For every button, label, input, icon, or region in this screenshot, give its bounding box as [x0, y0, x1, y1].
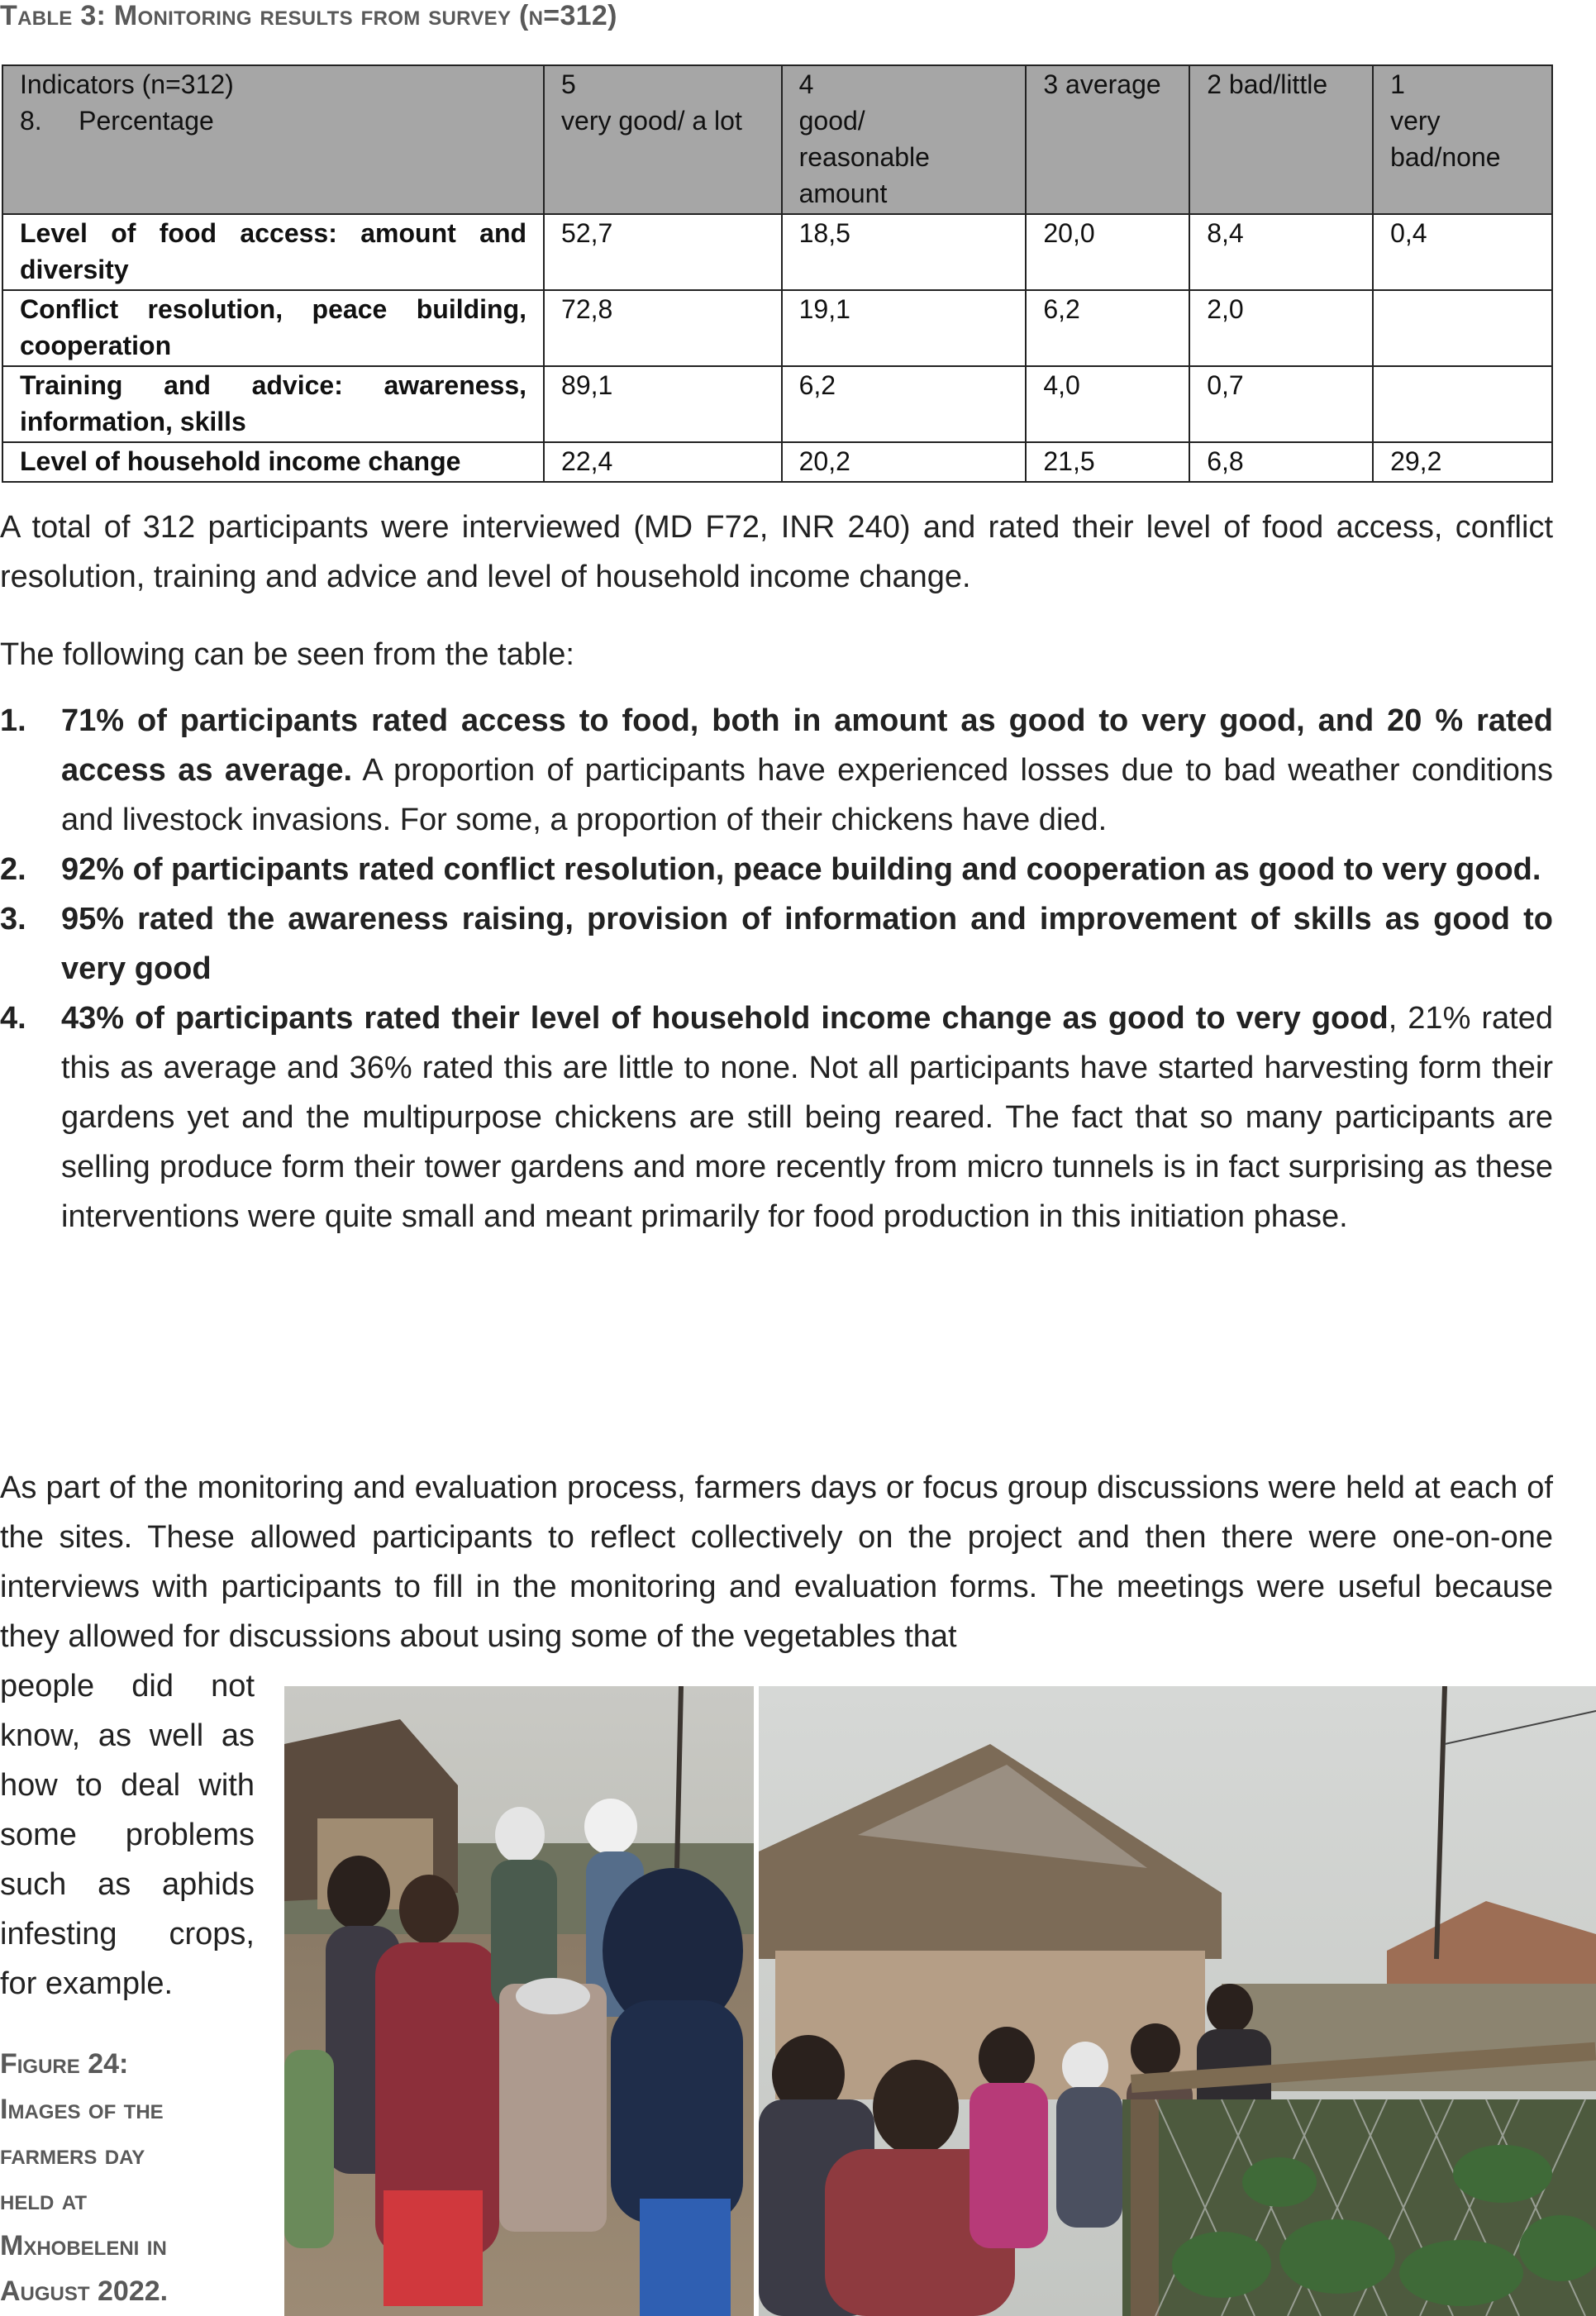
table-row [2, 214, 1552, 290]
row-label: Conflict resolution, peace building, cooperation [2, 290, 544, 366]
table-cell: 18,5 [782, 214, 1027, 290]
header-4: 4 good/ reasonable amount [782, 65, 1027, 214]
table-cell: 19,1 [782, 290, 1027, 366]
photo-left-illustration [284, 1686, 754, 2316]
intro-paragraph: The following can be seen from the table: [0, 637, 574, 672]
table-cell: 52,7 [544, 214, 782, 290]
photo-right-illustration [759, 1686, 1596, 2316]
row-label: Level of household income change [2, 442, 544, 482]
table-cell [1373, 366, 1552, 442]
table-cell [1373, 290, 1552, 366]
header-1: 1 very bad/none [1373, 65, 1552, 214]
figure-caption: Figure 24: Images of the farmers day held at Mxhobeleni in August 2022. [0, 2048, 169, 2307]
table-row [2, 366, 1552, 442]
table-caption: Table 3: Monitoring results from survey (n=312) [0, 0, 617, 31]
list-item: 3. 95% rated the awareness raising, provision of information and improvement of skills as good to very good [0, 902, 1553, 986]
table-cell: 20,2 [782, 442, 1027, 482]
summary-paragraph: A total of 312 participants were interviewed (MD F72, INR 240) and rated their level of food access, conflict resolution, training and advice and level of household income change. [0, 510, 1553, 594]
monitoring-paragraph: As part of the monitoring and evaluation process, farmers days or focus group discussions were held at each of the sites. These allowed participants to reflect collectively on the project and then there were one-on-one interviews with participants to fill in the monitoring and evaluation forms. The meetings were useful because they allowed for discussions about using some of the vegetables that [0, 1470, 1553, 1654]
table-cell: 2,0 [1189, 290, 1373, 366]
table-cell: 29,2 [1373, 442, 1552, 482]
table-header-row [2, 65, 1552, 214]
header-indicators: Indicators (n=312) 8. Percentage [2, 65, 544, 214]
row-label: Level of food access: amount and diversity [2, 214, 544, 290]
table-cell: 6,2 [1026, 290, 1189, 366]
farmers-day-photo-right [759, 1686, 1596, 2316]
wrap-paragraph: people did not know, as well as how to deal with some problems such as aphids infesting crops, for example. [0, 1669, 255, 2001]
header-5: 5 very good/ a lot [544, 65, 782, 214]
table-cell: 6,2 [782, 366, 1027, 442]
header-2: 2 bad/little [1189, 65, 1373, 214]
table-cell: 0,7 [1189, 366, 1373, 442]
row-label: Training and advice: awareness, information, skills [2, 366, 544, 442]
table-row [2, 290, 1552, 366]
table-cell: 21,5 [1026, 442, 1189, 482]
table-cell: 4,0 [1026, 366, 1189, 442]
list-item: 2. 92% of participants rated conflict resolution, peace building and cooperation as good to very good. [0, 852, 1541, 887]
table-row [2, 442, 1552, 482]
table-cell: 20,0 [1026, 214, 1189, 290]
table-cell: 0,4 [1373, 214, 1552, 290]
table-cell: 89,1 [544, 366, 782, 442]
results-table [2, 64, 1553, 483]
table-cell: 72,8 [544, 290, 782, 366]
table-cell: 6,8 [1189, 442, 1373, 482]
table-cell: 22,4 [544, 442, 782, 482]
list-item: 1. 71% of participants rated access to food, both in amount as good to very good, and 20 % rated access as average. A proportion of participants have experienced losses due to bad weather conditions and livestock invasions. For some, a proportion of their chickens have died. [0, 703, 1553, 837]
table-cell: 8,4 [1189, 214, 1373, 290]
findings-list [0, 696, 1553, 1241]
header-3: 3 average [1026, 65, 1189, 214]
list-item: 4. 43% of participants rated their level of household income change as good to very good, 21% rated this as average and 36% rated this are little to none. Not all participants have started harvesting form their gardens yet and the multipurpose chickens are still being reared. The fact that so many participants are selling produce form their tower gardens and more recently from micro tunnels is in fact surprising as these interventions were quite small and meant primarily for food production in this initiation phase. [0, 1001, 1554, 1234]
farmers-day-photo-left [284, 1686, 754, 2316]
